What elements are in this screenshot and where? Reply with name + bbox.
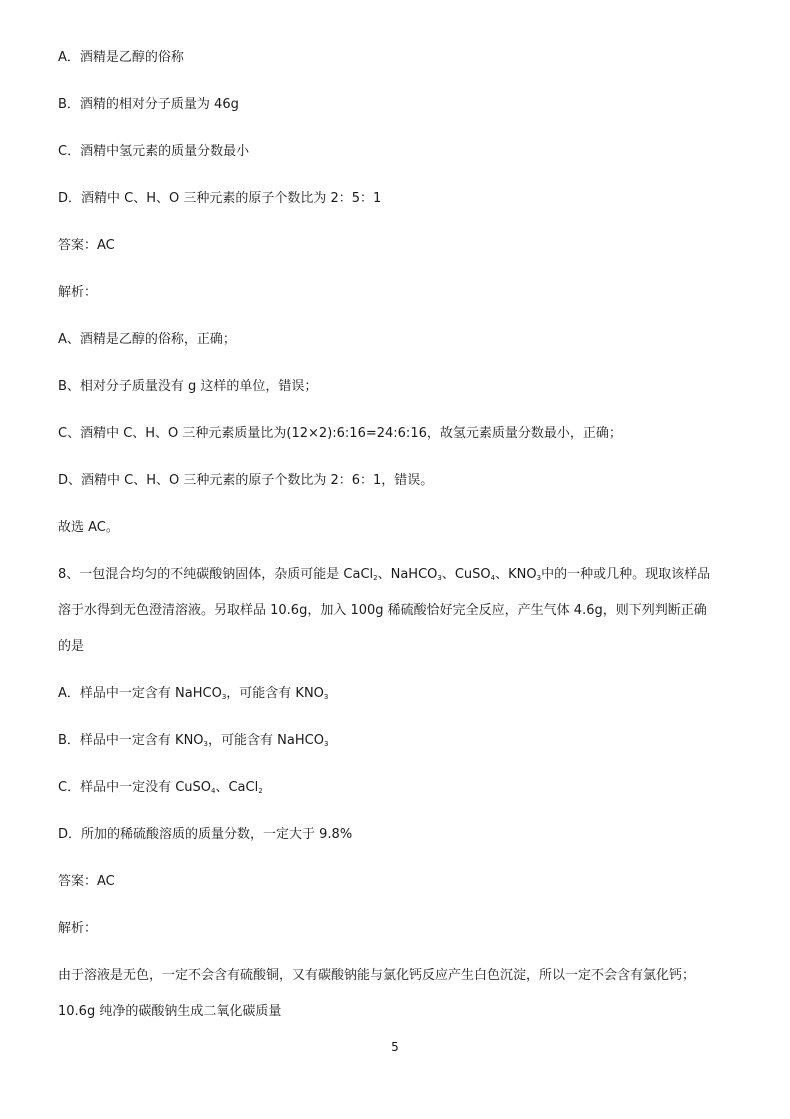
q8-stem-text: 中的一种或几种。现取该样品 (541, 567, 711, 582)
q8-option-b (58, 732, 748, 750)
q8-analysis-label: 解析： (58, 921, 98, 936)
q8-stem-line-1 (58, 566, 748, 584)
q8-stem-text: 、NaHCO (377, 567, 438, 582)
q8-stem-line-3: 的是 (58, 639, 85, 654)
subscript: 3 (221, 693, 227, 701)
q8-stem-line-2: 溶于水得到无色澄清溶液。另取样品 10.6g，加入 100g 稀硫酸恰好完全反应，产生气体 4.6g，则下列判断正确 (58, 603, 707, 618)
subscript: 2 (258, 787, 263, 795)
subscript: 4 (211, 787, 216, 795)
subscript: 3 (536, 574, 542, 582)
q8-stem-text: 、KNO (495, 567, 537, 582)
q7-analysis-a: A、酒精是乙醇的俗称，正确； (58, 332, 236, 347)
option-text: B．样品中一定含有 KNO (58, 733, 204, 748)
subscript: 3 (437, 574, 442, 582)
q7-analysis-b: B、相对分子质量没有 g 这样的单位，错误； (58, 379, 318, 394)
q7-option-d: D．酒精中 C、H、O 三种元素的原子个数比为 2：5：1 (58, 191, 382, 206)
q7-analysis-d: D、酒精中 C、H、O 三种元素的原子个数比为 2：6：1，错误。 (58, 473, 434, 488)
q8-analysis-line-1: 由于溶液是无色，一定不会含有硫酸铜，又有碳酸钠能与氯化钙反应产生白色沉淀，所以一定不会含有氯化钙； (58, 968, 696, 983)
subscript: 3 (323, 693, 329, 701)
q7-analysis-label: 解析： (58, 285, 98, 300)
option-text: A．样品中一定含有 NaHCO (58, 686, 222, 701)
q7-option-b: B．酒精的相对分子质量为 46g (58, 97, 239, 112)
subscript: 3 (323, 740, 329, 748)
q7-analysis-c: C、酒精中 C、H、O 三种元素质量比为(12×2):6:16=24:6:16，故氢元素质量分数最小，正确； (58, 426, 622, 441)
page-number: 5 (391, 1040, 399, 1054)
option-text: 、CaCl (215, 780, 259, 795)
subscript: 4 (490, 574, 496, 582)
option-text: ，可能含有 KNO (226, 686, 324, 701)
q7-option-a: A．酒精是乙醇的俗称 (58, 50, 184, 65)
q8-option-d: D．所加的稀硫酸溶质的质量分数，一定大于 9.8% (58, 827, 353, 842)
q8-answer: 答案：AC (58, 874, 115, 889)
q7-option-c: C．酒精中氢元素的质量分数最小 (58, 144, 250, 159)
q8-stem-text: 、CuSO (441, 567, 491, 582)
q8-option-c (58, 779, 748, 797)
q7-answer: 答案：AC (58, 238, 115, 253)
option-text: C．样品中一定没有 CuSO (58, 780, 212, 795)
q8-stem-text: 8、一包混合均匀的不纯碳酸钠固体，杂质可能是 CaCl (58, 567, 374, 582)
q8-option-a (58, 685, 748, 703)
q7-conclusion: 故选 AC。 (58, 520, 119, 535)
option-text: ，可能含有 NaHCO (208, 733, 324, 748)
subscript: 3 (203, 740, 209, 748)
q8-analysis-line-2: 10.6g 纯净的碳酸钠生成二氧化碳质量 (58, 1004, 282, 1019)
subscript: 2 (373, 574, 378, 582)
